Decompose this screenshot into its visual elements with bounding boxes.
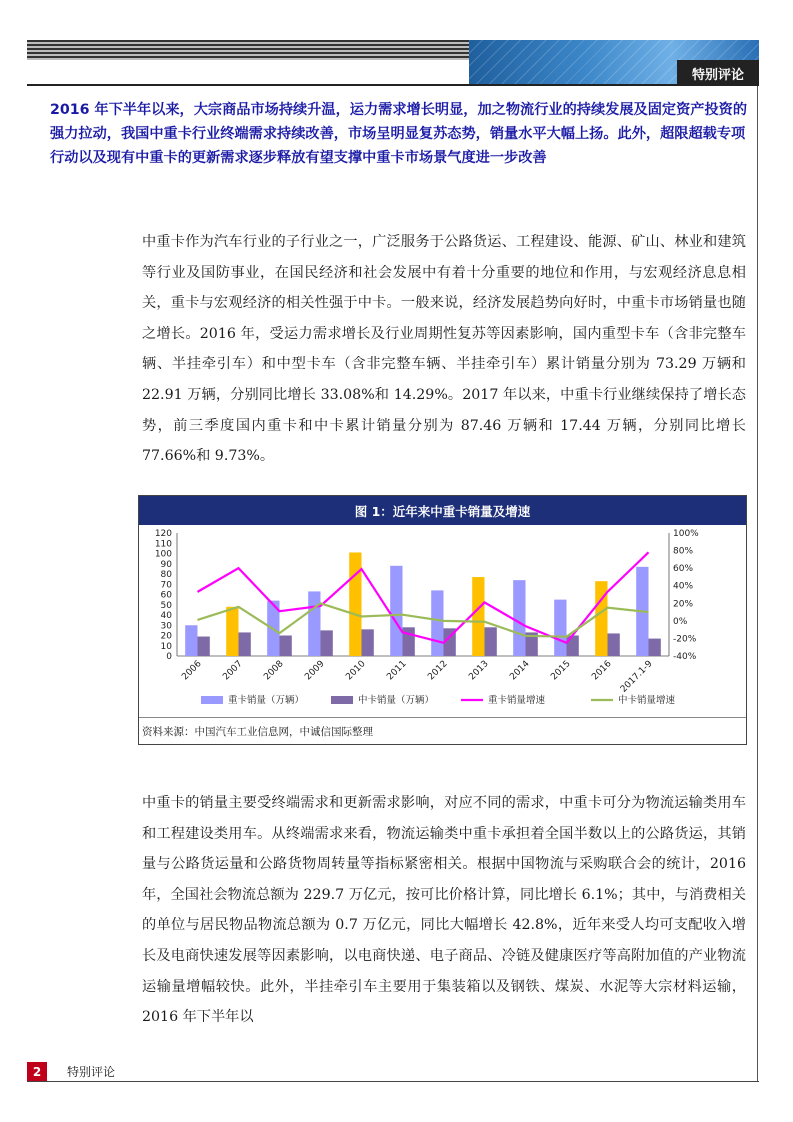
footer-rule [27, 1081, 759, 1082]
medium-truck-bar [198, 637, 210, 656]
medium-truck-bar [403, 627, 415, 656]
heavy-truck-bar [185, 625, 197, 656]
x-tick-label: 2007 [221, 659, 245, 683]
left-tick-label: 60 [160, 590, 172, 601]
medium-truck-bar [608, 633, 620, 656]
legend-swatch [201, 696, 223, 704]
x-tick-label: 2010 [344, 659, 368, 683]
left-tick-label: 90 [160, 559, 172, 570]
sales-chart [139, 525, 746, 716]
left-tick-label: 50 [160, 600, 172, 611]
header-banner [469, 40, 759, 86]
legend-label: 中卡销量（万辆） [358, 695, 435, 706]
legend-label: 重卡销量增速 [488, 695, 546, 706]
left-tick-label: 80 [160, 570, 172, 580]
right-tick-label: -40% [673, 652, 697, 662]
heavy-truck-bar [308, 591, 320, 656]
header-stripe-bar [27, 40, 469, 60]
heavy-growth-line [198, 552, 649, 642]
medium-truck-bar [649, 639, 661, 656]
figure-1 [138, 495, 747, 745]
left-tick-label: 110 [154, 539, 172, 550]
heavy-truck-bar [226, 607, 238, 656]
x-tick-label: 2011 [385, 659, 409, 683]
left-tick-label: 20 [160, 631, 172, 642]
right-tick-label: 100% [673, 529, 699, 539]
left-tick-label: 30 [160, 621, 172, 632]
x-tick-label: 2015 [549, 659, 573, 683]
right-tick-label: 0% [673, 616, 688, 627]
heavy-truck-bar [595, 581, 607, 656]
footer-label: 特别评论 [67, 1065, 116, 1079]
medium-growth-line [198, 603, 649, 636]
left-tick-label: 120 [154, 529, 172, 539]
heavy-truck-bar [349, 552, 361, 656]
x-tick-label: 2014 [508, 659, 532, 683]
heavy-truck-bar [513, 580, 525, 656]
medium-truck-bar [567, 636, 579, 657]
medium-truck-bar [239, 632, 251, 656]
left-tick-label: 0 [166, 652, 172, 662]
medium-truck-bar [280, 636, 292, 657]
body-paragraph-2: 中重卡的销量主要受终端需求和更新需求影响，对应不同的需求，中重卡可分为物流运输类用车和工程建设类用车。从终端需求来看，物流运输类中重卡承担着全国半数以上的公路货运，其销量与公路货运量和公路货物周转量等指标紧密相关。根据中国物流与采购联合会的统计，2016 年，全国社会物流总额为 229.7 万亿元，按可比价格计算，同比增长 6.1%；其中，与消费相关的单位与居民物品物流总额为 0.7 万亿元，同比大幅增长 42.8%，近年来受人均可支配收入增长及电商快速发展等因素影响，以电商快递、电子商品、冷链及健康医疗等高附加值的产业物流运输量增幅较快。此外，半挂牵引车主要用于集装箱以及钢铁、煤炭、水泥等大宗材料运输，2016 年下半年以 [142, 795, 746, 1026]
x-tick-label: 2016 [590, 659, 614, 683]
legend-label: 中卡销量增速 [618, 695, 676, 706]
header-rule [27, 84, 759, 86]
right-tick-label: -20% [673, 634, 697, 645]
left-tick-label: 100 [154, 549, 172, 560]
figure-source: 资料来源：中国汽车工业信息网，中诚信国际整理 [139, 717, 746, 744]
legend-swatch [331, 696, 353, 704]
heavy-truck-bar [431, 590, 443, 656]
medium-truck-bar [485, 627, 497, 656]
x-tick-label: 2006 [180, 659, 204, 683]
medium-truck-bar [321, 630, 333, 656]
x-tick-label: 2009 [303, 659, 327, 683]
figure-title: 图 1：近年来中重卡销量及增速 [139, 496, 746, 525]
right-tick-label: 60% [673, 564, 694, 575]
legend-label: 重卡销量（万辆） [228, 695, 305, 706]
heavy-truck-bar [390, 566, 402, 656]
left-tick-label: 70 [160, 580, 172, 591]
x-tick-label: 2017.1-9 [618, 659, 655, 695]
right-tick-label: 80% [673, 546, 694, 557]
left-tick-label: 40 [160, 611, 172, 621]
heavy-truck-bar [472, 577, 484, 656]
right-tick-label: 40% [673, 581, 694, 592]
body-paragraph-1: 中重卡作为汽车行业的子行业之一，广泛服务于公路货运、工程建设、能源、矿山、林业和建筑等行业及国防事业，在国民经济和社会发展中有着十分重要的地位和作用，与宏观经济息息相关，重卡与宏观经济的相关性强于中卡。一般来说，经济发展趋势向好时，中重卡市场销量也随之增长。2016 年，受运力需求增长及行业周期性复苏等因素影响，国内重型卡车（含非完整车辆、半挂牵引车）和中型卡车（含非完整车辆、半挂牵引车）累计销量分别为 73.29 万辆和 22.91 万辆，分别同比增长 33.08%和 14.29%。2017 年以来，中重卡行业继续保持了增长态势，前三季度国内重卡和中卡累计销量分别为 87.46 万辆和 17.44 万辆，分别同比增长 77.66%和 9.73%。 [142, 234, 746, 465]
left-tick-label: 10 [160, 641, 172, 652]
x-tick-label: 2008 [262, 659, 286, 683]
x-tick-label: 2012 [426, 659, 450, 683]
right-tick-label: 20% [673, 599, 694, 610]
heavy-truck-bar [554, 600, 566, 656]
x-tick-label: 2013 [467, 659, 491, 683]
section-label: 特别评论 [677, 60, 759, 86]
abstract-summary: 2016 年下半年以来，大宗商品市场持续升温，运力需求增长明显，加之物流行业的持续发展及固定资产投资的强力拉动，我国中重卡行业终端需求持续改善，市场呈明显复苏态势，销量水平大幅上扬。此外，超限超载专项行动以及现有中重卡的更新需求逐步释放有望支撑中重卡市场景气度进一步改善 [50, 102, 748, 166]
medium-truck-bar [362, 629, 374, 656]
page-number: 2 [27, 1062, 47, 1081]
